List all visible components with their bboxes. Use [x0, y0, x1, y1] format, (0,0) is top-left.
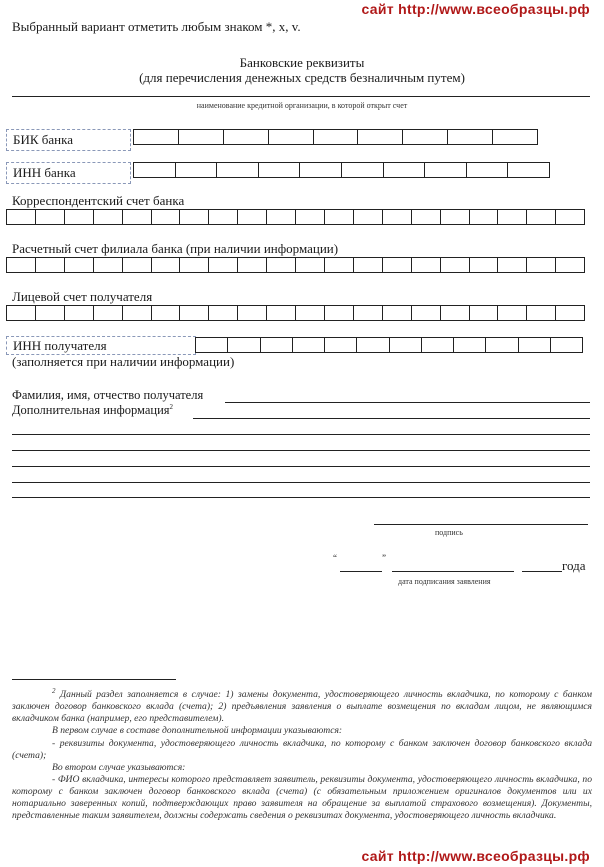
watermark-bottom: сайт http://www.всеобразцы.рф — [361, 848, 590, 864]
recipient-name-label: Фамилия, имя, отчество получателя — [12, 388, 204, 402]
char-cell[interactable] — [412, 306, 441, 320]
char-cell[interactable] — [123, 258, 152, 272]
footnote-paragraph-1 — [12, 685, 592, 725]
char-cell[interactable] — [556, 258, 585, 272]
footnote-paragraph-5: - ФИО вкладчика, интересы которого представляет заявитель, реквизиты документа, удостоверяющего личность вкладчика, по которому с банком заключен договор банковского вклада (счета) (с обязательным приложением оригиналов документов или их нотариально заверенных копий, подтверждающих право заявителя на обращение за выплатой страхового возмещения). Документы, представленные таким заявителем, должны содержать сведения о реквизитах документа, удостоверяющего личность вкладчика. — [12, 773, 592, 822]
form-subtitle: (для перечисления денежных средств безналичным путем) — [139, 70, 465, 85]
char-cell[interactable] — [196, 338, 228, 352]
char-cell[interactable] — [498, 258, 527, 272]
char-cell[interactable] — [342, 163, 384, 177]
char-cell[interactable] — [493, 130, 538, 144]
char-cell[interactable] — [441, 210, 470, 224]
char-cell[interactable] — [152, 210, 181, 224]
personal-account-label: Лицевой счет получателя — [12, 289, 153, 304]
char-cell[interactable] — [94, 258, 123, 272]
personal-account-input[interactable] — [6, 305, 585, 321]
bik-input[interactable] — [133, 129, 538, 145]
char-cell[interactable] — [441, 306, 470, 320]
char-cell[interactable] — [36, 306, 65, 320]
char-cell[interactable] — [65, 210, 94, 224]
inn-recipient-label — [6, 336, 196, 355]
watermark-top: сайт http://www.всеобразцы.рф — [361, 1, 590, 17]
branch-account-label: Расчетный счет филиала банка (при наличии информации) — [12, 241, 339, 256]
char-cell[interactable] — [179, 130, 224, 144]
char-cell[interactable] — [454, 338, 486, 352]
char-cell[interactable] — [7, 210, 36, 224]
char-cell[interactable] — [267, 306, 296, 320]
char-cell[interactable] — [267, 210, 296, 224]
footnote-text-1: Данный раздел заполняется в случае: 1) замены документа, удостоверяющего личность вкладчика, по которому с банком заключен договор банковского вклада (счета); 2) предъявления заявления о выплате возмещения по вкладам лицом, не являющимся вкладчиком банка (например, его представителем). — [12, 689, 592, 725]
char-cell[interactable] — [556, 210, 585, 224]
inn-bank-input[interactable] — [133, 162, 550, 178]
char-cell[interactable] — [425, 163, 467, 177]
char-cell[interactable] — [209, 210, 238, 224]
char-cell[interactable] — [293, 338, 325, 352]
additional-info-line-2[interactable] — [12, 434, 590, 435]
char-cell[interactable] — [228, 338, 260, 352]
char-cell[interactable] — [269, 130, 314, 144]
footnote-ref: 2 — [169, 403, 174, 411]
char-cell[interactable] — [556, 306, 585, 320]
corr-account-label: Корреспондентский счет банка — [12, 193, 185, 208]
char-cell[interactable] — [357, 338, 389, 352]
char-cell[interactable] — [325, 258, 354, 272]
additional-info-line-1[interactable] — [193, 418, 590, 419]
char-cell[interactable] — [152, 258, 181, 272]
char-cell[interactable] — [519, 338, 551, 352]
instruction-text: Выбранный вариант отметить любым знаком *, x, v. — [12, 19, 301, 34]
char-cell[interactable] — [36, 258, 65, 272]
footnote-marker: 2 — [52, 687, 56, 695]
date-year-line[interactable] — [522, 571, 562, 572]
char-cell[interactable] — [176, 163, 218, 177]
char-cell[interactable] — [527, 306, 556, 320]
char-cell[interactable] — [123, 306, 152, 320]
inn-bank-label-text: ИНН банка — [13, 165, 76, 180]
char-cell[interactable] — [470, 210, 499, 224]
char-cell[interactable] — [403, 130, 448, 144]
char-cell[interactable] — [123, 210, 152, 224]
additional-info-line-3[interactable] — [12, 450, 590, 451]
char-cell[interactable] — [527, 210, 556, 224]
corr-account-input[interactable] — [6, 209, 585, 225]
char-cell[interactable] — [209, 258, 238, 272]
signature-line[interactable] — [374, 524, 588, 525]
additional-info-line-4[interactable] — [12, 466, 590, 467]
char-cell[interactable] — [390, 338, 422, 352]
char-cell[interactable] — [238, 210, 267, 224]
footnote-paragraph-3: - реквизиты документа, удостоверяющего личность вкладчика, по которому с банком заключен договор банковского вклада (счета); — [12, 737, 592, 761]
char-cell[interactable] — [383, 306, 412, 320]
char-cell[interactable] — [180, 210, 209, 224]
char-cell[interactable] — [314, 130, 359, 144]
char-cell[interactable] — [527, 258, 556, 272]
char-cell[interactable] — [238, 306, 267, 320]
char-cell[interactable] — [65, 258, 94, 272]
char-cell[interactable] — [358, 130, 403, 144]
char-cell[interactable] — [217, 163, 259, 177]
char-cell[interactable] — [412, 258, 441, 272]
char-cell[interactable] — [441, 258, 470, 272]
char-cell[interactable] — [354, 258, 383, 272]
char-cell[interactable] — [36, 210, 65, 224]
char-cell[interactable] — [486, 338, 518, 352]
date-year-word: года — [562, 558, 586, 573]
date-open-quote: “ — [333, 553, 337, 563]
char-cell[interactable] — [422, 338, 454, 352]
date-day-line[interactable] — [340, 571, 382, 572]
signature-caption: подпись — [435, 528, 463, 537]
inn-recipient-input[interactable] — [195, 337, 583, 353]
date-caption: дата подписания заявления — [398, 577, 491, 586]
char-cell[interactable] — [209, 306, 238, 320]
footnote-paragraph-4: Во втором случае указываются: — [52, 761, 186, 773]
char-cell[interactable] — [7, 258, 36, 272]
bik-label — [6, 129, 131, 151]
char-cell[interactable] — [94, 306, 123, 320]
char-cell[interactable] — [94, 210, 123, 224]
char-cell[interactable] — [65, 306, 94, 320]
char-cell[interactable] — [412, 210, 441, 224]
date-month-line[interactable] — [392, 571, 514, 572]
footnote-block — [12, 685, 592, 822]
inn-recipient-note: (заполняется при наличии информации) — [12, 354, 235, 369]
char-cell[interactable] — [470, 258, 499, 272]
char-cell[interactable] — [354, 306, 383, 320]
char-cell[interactable] — [152, 306, 181, 320]
char-cell[interactable] — [498, 210, 527, 224]
char-cell[interactable] — [467, 163, 509, 177]
form-title: Банковские реквизиты — [239, 55, 365, 70]
inn-recipient-label-text: ИНН получателя — [13, 338, 107, 353]
char-cell[interactable] — [296, 210, 325, 224]
bik-label-text: БИК банка — [13, 132, 74, 147]
char-cell[interactable] — [180, 258, 209, 272]
char-cell[interactable] — [296, 258, 325, 272]
recipient-name-line[interactable] — [225, 402, 590, 403]
footnote-paragraph-2: В первом случае в составе дополнительной информации указываются: — [52, 725, 343, 737]
branch-account-input[interactable] — [6, 257, 585, 273]
char-cell[interactable] — [383, 210, 412, 224]
additional-info-line-5[interactable] — [12, 482, 590, 483]
date-close-quote: ” — [382, 553, 386, 563]
char-cell[interactable] — [7, 306, 36, 320]
additional-info-line-6[interactable] — [12, 497, 590, 498]
char-cell[interactable] — [508, 163, 550, 177]
char-cell[interactable] — [238, 258, 267, 272]
char-cell[interactable] — [498, 306, 527, 320]
additional-info-label — [12, 403, 173, 418]
char-cell[interactable] — [325, 338, 357, 352]
char-cell[interactable] — [551, 338, 583, 352]
char-cell[interactable] — [448, 130, 493, 144]
char-cell[interactable] — [325, 306, 354, 320]
char-cell[interactable] — [296, 306, 325, 320]
char-cell[interactable] — [259, 163, 301, 177]
bank-name-line[interactable] — [12, 96, 590, 97]
additional-info-label-text: Дополнительная информация — [12, 403, 170, 418]
char-cell[interactable] — [383, 258, 412, 272]
char-cell[interactable] — [267, 258, 296, 272]
char-cell[interactable] — [354, 210, 383, 224]
bank-name-caption: наименование кредитной организации, в которой открыт счет — [196, 101, 408, 110]
char-cell[interactable] — [300, 163, 342, 177]
char-cell[interactable] — [261, 338, 293, 352]
footnote-separator — [12, 679, 176, 680]
char-cell[interactable] — [224, 130, 269, 144]
char-cell[interactable] — [180, 306, 209, 320]
inn-bank-label — [6, 162, 131, 184]
char-cell[interactable] — [134, 163, 176, 177]
char-cell[interactable] — [470, 306, 499, 320]
char-cell[interactable] — [325, 210, 354, 224]
char-cell[interactable] — [384, 163, 426, 177]
char-cell[interactable] — [134, 130, 179, 144]
